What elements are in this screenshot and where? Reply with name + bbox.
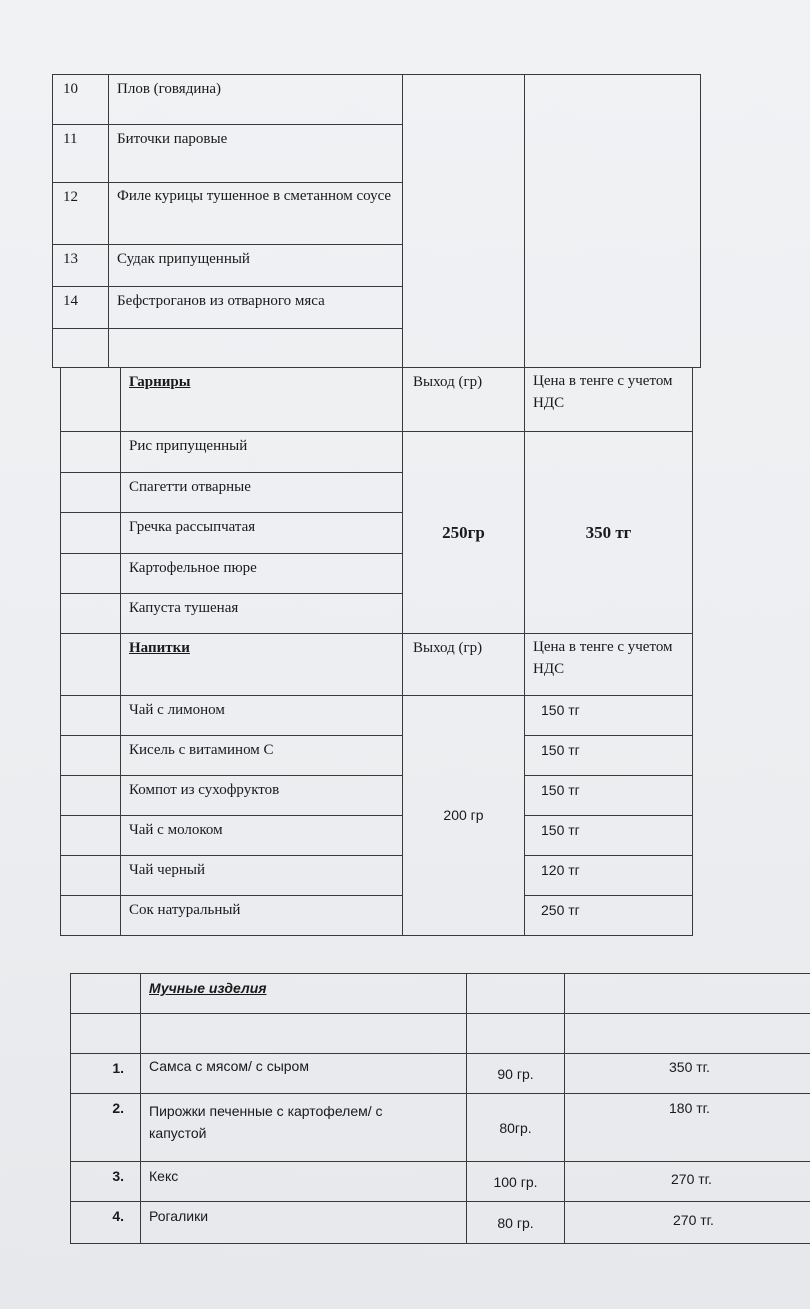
table-row <box>61 696 693 736</box>
section-heading: Напитки <box>121 634 403 696</box>
table-row <box>61 856 693 896</box>
dish-name: Судак припущенный <box>109 245 403 287</box>
dish-name: Плов (говядина) <box>109 75 403 125</box>
column-header-price: Цена в тенге с учетом НДС <box>525 368 693 432</box>
product-name: Самса с мясом/ с сыром <box>141 1054 467 1094</box>
product-price: 270 тг. <box>565 1202 810 1244</box>
empty-cell <box>71 1014 141 1054</box>
row-number: 14 <box>53 287 109 329</box>
drink-price: 120 тг <box>525 856 693 896</box>
bakery-table <box>70 973 810 1244</box>
table-row <box>61 736 693 776</box>
empty-cell <box>109 329 403 368</box>
product-name: Рогалики <box>141 1202 467 1244</box>
empty-cell <box>467 974 565 1014</box>
product-weight: 80гр. <box>467 1094 565 1162</box>
row-number: 4. <box>71 1202 141 1244</box>
product-name: Пирожки печенные с картофелем/ с капустой <box>141 1094 467 1162</box>
drink-name: Чай с лимоном <box>121 696 403 736</box>
garnish-name: Рис припущенный <box>121 432 403 473</box>
garnish-name: Гречка рассыпчатая <box>121 513 403 554</box>
empty-cell <box>61 696 121 736</box>
section-heading: Гарниры <box>121 368 403 432</box>
empty-cell <box>53 329 109 368</box>
product-price: 180 тг. <box>565 1094 810 1162</box>
product-weight: 80 гр. <box>467 1202 565 1244</box>
drink-price: 150 тг <box>525 776 693 816</box>
dish-name: Филе курицы тушенное в сметанном соусе <box>109 183 403 245</box>
empty-cell <box>61 368 121 432</box>
row-number: 10 <box>53 75 109 125</box>
empty-cell <box>565 974 810 1014</box>
empty-cell <box>61 432 121 473</box>
empty-cell <box>61 896 121 936</box>
drink-price: 150 тг <box>525 736 693 776</box>
table-row <box>71 1014 810 1054</box>
garnish-name: Спагетти отварные <box>121 473 403 513</box>
garnish-drinks-table <box>60 367 693 936</box>
drink-price: 250 тг <box>525 896 693 936</box>
section-header-row <box>71 974 810 1014</box>
empty-cell <box>61 856 121 896</box>
row-number: 12 <box>53 183 109 245</box>
table-row <box>61 896 693 936</box>
drink-name: Кисель с витамином С <box>121 736 403 776</box>
empty-cell <box>403 75 525 368</box>
product-price: 270 тг. <box>565 1162 810 1202</box>
empty-cell <box>141 1014 467 1054</box>
table-row <box>61 816 693 856</box>
row-number: 1. <box>71 1054 141 1094</box>
section-heading: Мучные изделия <box>141 974 467 1014</box>
column-header-weight: Выход (гр) <box>403 634 525 696</box>
table-row <box>61 776 693 816</box>
section-header-row <box>61 634 693 696</box>
empty-cell <box>61 513 121 554</box>
garnish-price: 350 тг <box>525 432 693 634</box>
table-row <box>71 1162 810 1202</box>
product-weight: 100 гр. <box>467 1162 565 1202</box>
product-weight: 90 гр. <box>467 1054 565 1094</box>
empty-cell <box>71 974 141 1014</box>
empty-cell <box>525 75 701 368</box>
empty-cell <box>61 736 121 776</box>
product-price: 350 тг. <box>565 1054 810 1094</box>
drink-price: 150 тг <box>525 696 693 736</box>
empty-cell <box>61 473 121 513</box>
column-header-weight: Выход (гр) <box>403 368 525 432</box>
drink-price: 150 тг <box>525 816 693 856</box>
table-row <box>71 1094 810 1162</box>
garnish-name: Картофельное пюре <box>121 554 403 594</box>
empty-cell <box>61 634 121 696</box>
section-header-row <box>61 368 693 432</box>
drink-name: Чай с молоком <box>121 816 403 856</box>
empty-cell <box>61 594 121 634</box>
empty-cell <box>61 554 121 594</box>
garnish-weight: 250гр <box>403 432 525 634</box>
row-number: 2. <box>71 1094 141 1162</box>
table-row <box>71 1202 810 1244</box>
dish-name: Биточки паровые <box>109 125 403 183</box>
empty-cell <box>61 816 121 856</box>
drink-name: Чай черный <box>121 856 403 896</box>
dish-name: Бефстроганов из отварного мяса <box>109 287 403 329</box>
drink-name: Сок натуральный <box>121 896 403 936</box>
drink-name: Компот из сухофруктов <box>121 776 403 816</box>
row-number: 13 <box>53 245 109 287</box>
garnish-name: Капуста тушеная <box>121 594 403 634</box>
dishes-table <box>52 74 701 368</box>
empty-cell <box>565 1014 810 1054</box>
drink-weight: 200 гр <box>403 696 525 936</box>
row-number: 11 <box>53 125 109 183</box>
table-row <box>53 75 701 125</box>
column-header-price: Цена в тенге с учетом НДС <box>525 634 693 696</box>
product-name: Кекс <box>141 1162 467 1202</box>
empty-cell <box>61 776 121 816</box>
table-row <box>71 1054 810 1094</box>
row-number: 3. <box>71 1162 141 1202</box>
table-row <box>61 432 693 473</box>
empty-cell <box>467 1014 565 1054</box>
